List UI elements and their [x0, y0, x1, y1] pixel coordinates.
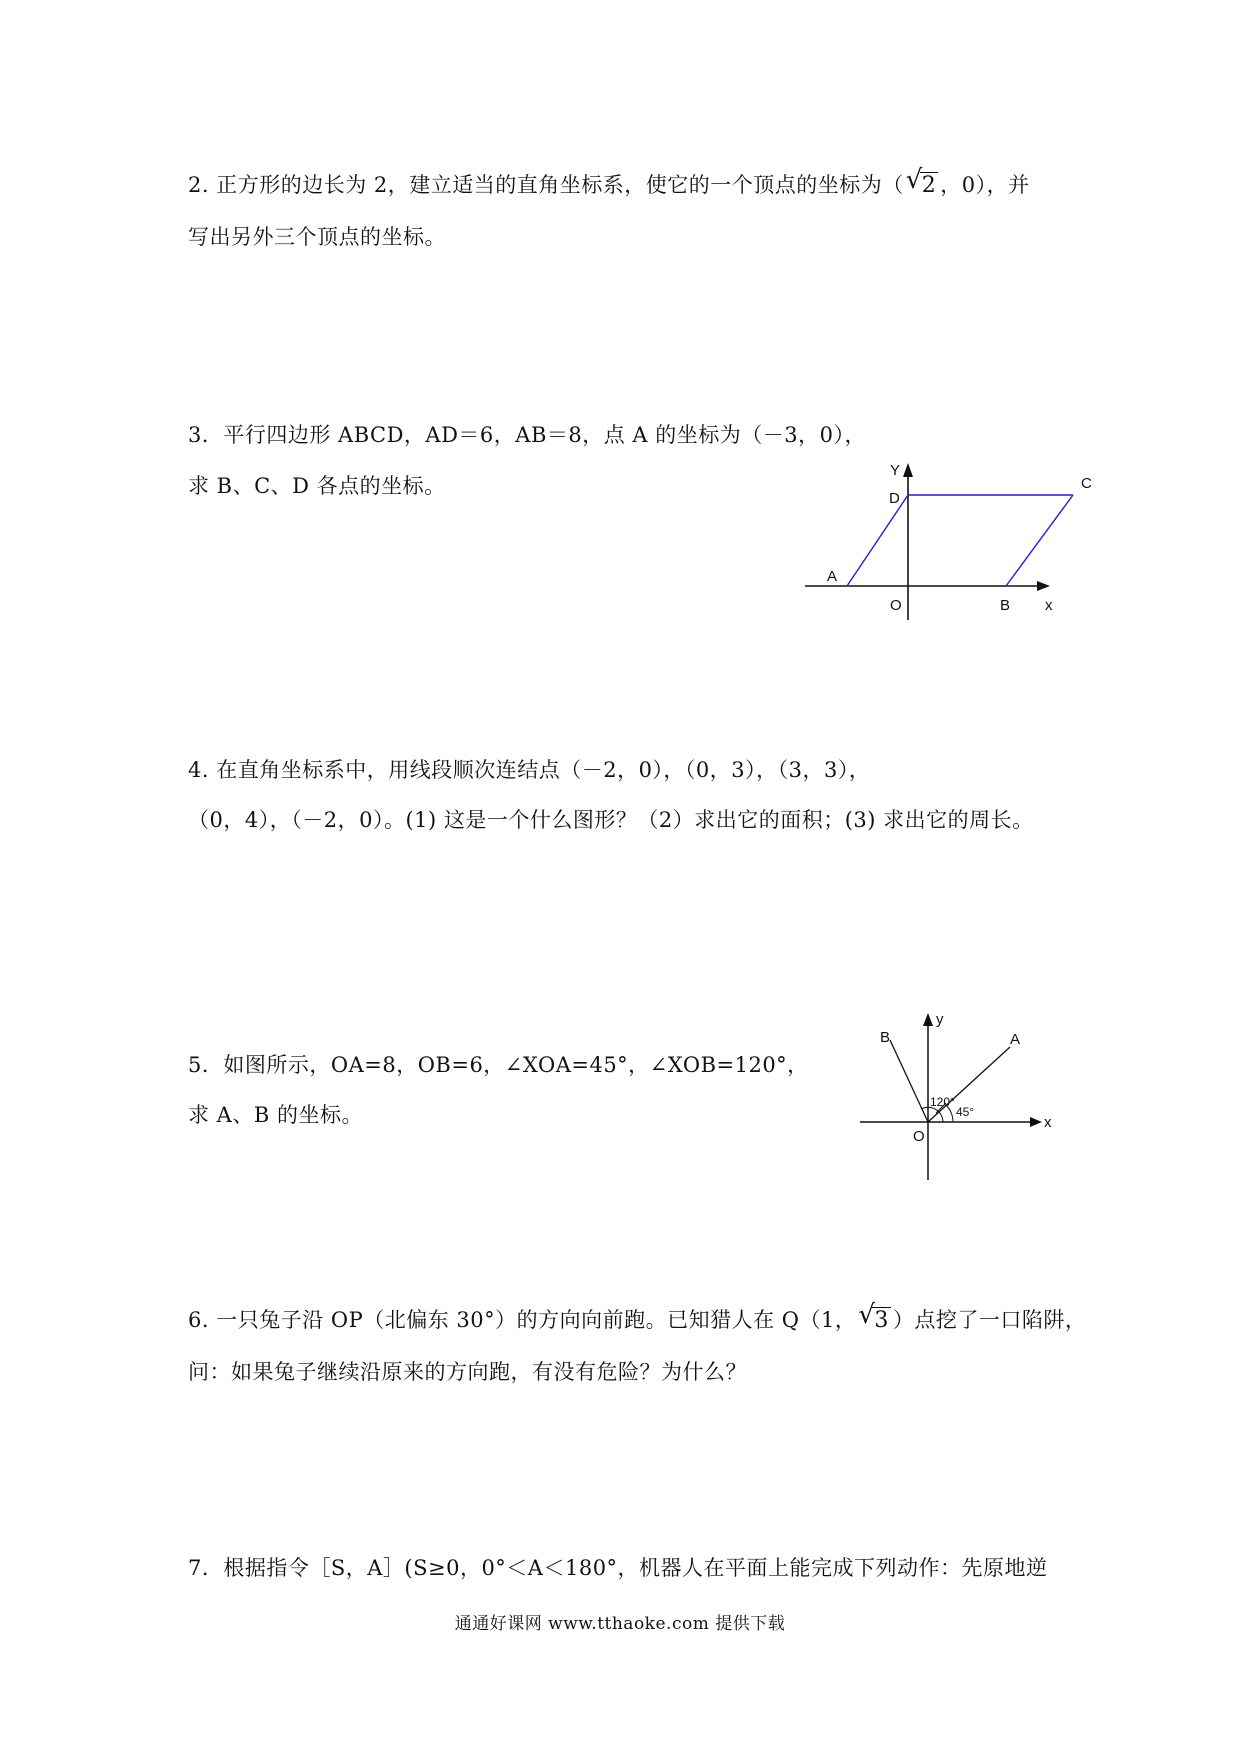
q5-label-b: B	[880, 1029, 891, 1046]
q3-label-d: D	[889, 490, 900, 507]
sqrt-symbol: √ 3	[858, 1300, 889, 1333]
q7-line1: 7．根据指令［S，A］(S≥0，0°＜A＜180°，机器人在平面上能完成下列动作：先原地逆	[188, 1556, 1048, 1580]
q6-line1	[188, 1300, 1087, 1335]
q3-parallelogram-figure	[805, 455, 1125, 625]
q5-angle-figure	[860, 1010, 1060, 1185]
q3-label-y: Y	[890, 462, 901, 479]
q3-label-o: O	[890, 597, 902, 614]
q5-ray-ob	[890, 1040, 928, 1122]
q5-label-x: x	[1044, 1114, 1052, 1131]
q5-y-arrow	[923, 1013, 933, 1026]
q2-line1-after: ，0），并	[940, 173, 1030, 197]
q5-label-45: 45°	[956, 1105, 975, 1119]
sqrt-symbol: √ 2	[905, 165, 937, 198]
q3-y-arrow	[903, 463, 913, 477]
q5-line1: 5．如图所示，OA=8，OB=6，∠XOA=45°，∠XOB=120°，	[188, 1053, 809, 1077]
q3-x-arrow	[1037, 581, 1050, 591]
q5-label-y: y	[936, 1011, 944, 1028]
q5-label-a: A	[1010, 1031, 1021, 1048]
q6-line1-before: 6. 一只兔子沿 OP（北偏东 30°）的方向向前跑。已知猎人在 Q（1，	[188, 1308, 857, 1332]
page-footer: 通通好课网 www.tthaoke.com 提供下载	[454, 1614, 786, 1634]
q5-label-120: 120°	[930, 1095, 955, 1109]
q3-label-c: C	[1081, 475, 1092, 492]
q5-x-arrow	[1030, 1117, 1042, 1127]
q2-line1-before: 2. 正方形的边长为 2，建立适当的直角坐标系，使它的一个顶点的坐标为（	[188, 173, 904, 197]
q5-label-o: O	[913, 1128, 925, 1145]
q2-line1	[188, 165, 1030, 200]
q6-line1-after: ）点挖了一口陷阱，	[892, 1308, 1087, 1332]
q3-label-a: A	[827, 568, 838, 585]
q2-line2: 写出另外三个顶点的坐标。	[188, 225, 446, 249]
q3-line1: 3．平行四边形 ABCD，AD＝6，AB＝8，点 A 的坐标为（－3，0），	[188, 423, 866, 447]
q6-line2: 问：如果兔子继续沿原来的方向跑，有没有危险？为什么？	[188, 1360, 747, 1384]
q2-radicand: 2	[921, 173, 937, 198]
q3-segment-cb	[1006, 495, 1073, 586]
q3-label-b: B	[1000, 597, 1011, 614]
q5-line2: 求 A、B 的坐标。	[188, 1103, 363, 1127]
q3-line2: 求 B、C、D 各点的坐标。	[188, 474, 446, 498]
q4-line2: （0，4），（－2，0）。(1) 这是一个什么图形？（2）求出它的面积；(3) 求出它的周长。	[188, 808, 1034, 832]
q3-segment-ad	[847, 495, 908, 586]
q3-label-x: x	[1045, 597, 1053, 614]
q4-line1: 4. 在直角坐标系中，用线段顺次连结点（－2，0），（0，3），（3，3），	[188, 758, 871, 782]
q6-radicand: 3	[874, 1308, 889, 1333]
